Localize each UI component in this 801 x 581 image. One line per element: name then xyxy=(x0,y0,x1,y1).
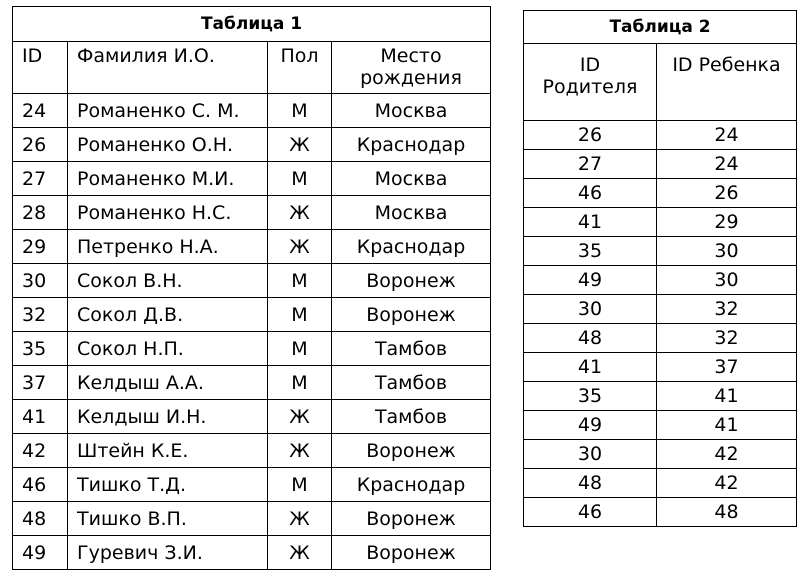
cell-child-id: 41 xyxy=(657,411,797,440)
table-row xyxy=(13,94,491,128)
table-row xyxy=(524,295,797,324)
relations-table-caption-row xyxy=(524,11,797,44)
cell-sex: М xyxy=(268,332,332,366)
table-row xyxy=(13,468,491,502)
cell-birthplace: Краснодар xyxy=(332,468,491,502)
cell-birthplace: Тамбов xyxy=(332,332,491,366)
people-table-header-row xyxy=(13,42,491,94)
cell-id: 35 xyxy=(13,332,68,366)
cell-id: 32 xyxy=(13,298,68,332)
cell-name: Штейн К.Е. xyxy=(68,434,268,468)
cell-id: 24 xyxy=(13,94,68,128)
cell-id: 29 xyxy=(13,230,68,264)
cell-name: Романенко С. М. xyxy=(68,94,268,128)
cell-sex: Ж xyxy=(268,128,332,162)
cell-parent-id: 46 xyxy=(524,179,657,208)
cell-birthplace: Москва xyxy=(332,94,491,128)
cell-parent-id: 27 xyxy=(524,150,657,179)
table-row xyxy=(13,230,491,264)
table-row xyxy=(524,150,797,179)
cell-name: Сокол В.Н. xyxy=(68,264,268,298)
cell-birthplace: Воронеж xyxy=(332,434,491,468)
header-name: Фамилия И.О. xyxy=(68,42,268,94)
cell-birthplace: Москва xyxy=(332,196,491,230)
relations-table-caption: Таблица 2 xyxy=(524,11,797,44)
relations-table-body xyxy=(524,121,797,527)
cell-birthplace: Краснодар xyxy=(332,128,491,162)
cell-parent-id: 48 xyxy=(524,469,657,498)
table-row xyxy=(524,266,797,295)
header-birthplace-line1: Место xyxy=(380,45,442,67)
cell-child-id: 48 xyxy=(657,498,797,527)
cell-id: 28 xyxy=(13,196,68,230)
cell-child-id: 32 xyxy=(657,295,797,324)
cell-id: 46 xyxy=(13,468,68,502)
header-child-id: ID Ребенка xyxy=(657,44,797,121)
table-row xyxy=(524,469,797,498)
header-parent-line2: Родителя xyxy=(542,76,638,98)
cell-sex: М xyxy=(268,366,332,400)
cell-sex: Ж xyxy=(268,230,332,264)
cell-sex: Ж xyxy=(268,502,332,536)
cell-child-id: 42 xyxy=(657,469,797,498)
cell-birthplace: Краснодар xyxy=(332,230,491,264)
header-parent-id xyxy=(524,44,657,121)
header-id: ID xyxy=(13,42,68,94)
cell-name: Сокол Д.В. xyxy=(68,298,268,332)
cell-child-id: 26 xyxy=(657,179,797,208)
table-row xyxy=(524,411,797,440)
cell-name: Романенко М.И. xyxy=(68,162,268,196)
people-table-caption-row xyxy=(13,7,491,42)
cell-child-id: 29 xyxy=(657,208,797,237)
cell-id: 30 xyxy=(13,264,68,298)
cell-child-id: 30 xyxy=(657,237,797,266)
cell-id: 49 xyxy=(13,536,68,570)
table-row xyxy=(524,208,797,237)
cell-child-id: 37 xyxy=(657,353,797,382)
header-sex: Пол xyxy=(268,42,332,94)
cell-name: Тишко Т.Д. xyxy=(68,468,268,502)
cell-parent-id: 30 xyxy=(524,440,657,469)
cell-parent-id: 30 xyxy=(524,295,657,324)
cell-id: 41 xyxy=(13,400,68,434)
people-table-body xyxy=(13,94,491,570)
cell-child-id: 32 xyxy=(657,324,797,353)
cell-parent-id: 46 xyxy=(524,498,657,527)
header-parent-line1: ID xyxy=(579,54,601,76)
cell-id: 42 xyxy=(13,434,68,468)
cell-name: Келдыш А.А. xyxy=(68,366,268,400)
table-row xyxy=(524,498,797,527)
table-row xyxy=(524,324,797,353)
cell-sex: М xyxy=(268,298,332,332)
table-row xyxy=(13,366,491,400)
cell-birthplace: Москва xyxy=(332,162,491,196)
cell-child-id: 42 xyxy=(657,440,797,469)
cell-parent-id: 35 xyxy=(524,382,657,411)
people-table xyxy=(12,6,491,570)
cell-birthplace: Воронеж xyxy=(332,536,491,570)
cell-parent-id: 49 xyxy=(524,266,657,295)
cell-sex: Ж xyxy=(268,196,332,230)
cell-parent-id: 41 xyxy=(524,208,657,237)
relations-table-header-row xyxy=(524,44,797,121)
header-birthplace xyxy=(332,42,491,94)
cell-name: Сокол Н.П. xyxy=(68,332,268,366)
cell-name: Келдыш И.Н. xyxy=(68,400,268,434)
cell-name: Гуревич З.И. xyxy=(68,536,268,570)
cell-child-id: 24 xyxy=(657,150,797,179)
cell-birthplace: Тамбов xyxy=(332,366,491,400)
header-birthplace-line2: рождения xyxy=(360,67,462,89)
table-row xyxy=(524,179,797,208)
table-row xyxy=(13,434,491,468)
cell-parent-id: 35 xyxy=(524,237,657,266)
table-row xyxy=(13,298,491,332)
table-row xyxy=(13,400,491,434)
cell-name: Петренко Н.А. xyxy=(68,230,268,264)
cell-sex: М xyxy=(268,94,332,128)
cell-birthplace: Воронеж xyxy=(332,298,491,332)
table-row xyxy=(13,264,491,298)
cell-sex: М xyxy=(268,162,332,196)
table-row xyxy=(524,121,797,150)
cell-child-id: 41 xyxy=(657,382,797,411)
table-row xyxy=(524,353,797,382)
people-table-caption: Таблица 1 xyxy=(13,7,491,42)
cell-parent-id: 49 xyxy=(524,411,657,440)
cell-id: 37 xyxy=(13,366,68,400)
cell-child-id: 24 xyxy=(657,121,797,150)
cell-sex: М xyxy=(268,264,332,298)
cell-birthplace: Воронеж xyxy=(332,264,491,298)
table-row xyxy=(13,128,491,162)
relations-table xyxy=(523,10,797,527)
table-row xyxy=(524,382,797,411)
cell-name: Романенко Н.С. xyxy=(68,196,268,230)
table-row xyxy=(13,502,491,536)
table-row xyxy=(524,237,797,266)
cell-parent-id: 26 xyxy=(524,121,657,150)
cell-child-id: 30 xyxy=(657,266,797,295)
cell-sex: Ж xyxy=(268,536,332,570)
cell-sex: Ж xyxy=(268,434,332,468)
table-row xyxy=(13,162,491,196)
cell-name: Романенко О.Н. xyxy=(68,128,268,162)
cell-name: Тишко В.П. xyxy=(68,502,268,536)
table-row xyxy=(13,196,491,230)
cell-sex: Ж xyxy=(268,400,332,434)
table-row xyxy=(524,440,797,469)
cell-birthplace: Воронеж xyxy=(332,502,491,536)
cell-parent-id: 41 xyxy=(524,353,657,382)
cell-sex: М xyxy=(268,468,332,502)
cell-id: 27 xyxy=(13,162,68,196)
cell-id: 26 xyxy=(13,128,68,162)
cell-id: 48 xyxy=(13,502,68,536)
table-row xyxy=(13,536,491,570)
table-row xyxy=(13,332,491,366)
cell-parent-id: 48 xyxy=(524,324,657,353)
cell-birthplace: Тамбов xyxy=(332,400,491,434)
